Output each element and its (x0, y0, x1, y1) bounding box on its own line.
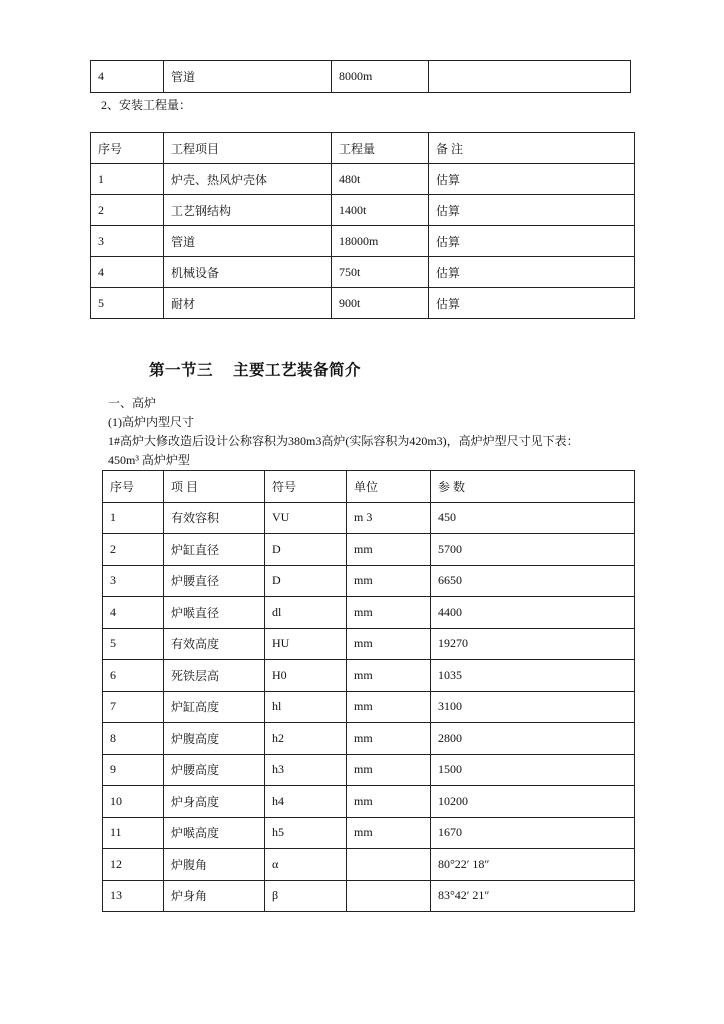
table-cell: mm (347, 817, 431, 849)
furnace-table (102, 470, 635, 912)
table-cell (429, 61, 631, 93)
table-cell: 估算 (429, 288, 635, 319)
table-cell: 7 (103, 691, 164, 723)
table-cell: 3100 (431, 691, 635, 723)
table-cell: 机械设备 (164, 257, 332, 288)
table-cell: α (265, 849, 347, 881)
table-cell: 12 (103, 849, 164, 881)
table-caption: 450m³ 高炉炉型 (108, 453, 190, 467)
install-table (90, 132, 635, 319)
table-row (103, 723, 635, 755)
table-cell: 炉身角 (164, 880, 265, 912)
table-cell: h3 (265, 754, 347, 786)
table-cell: 2800 (431, 723, 635, 755)
table-cell: 6 (103, 660, 164, 692)
header-cell: 序号 (103, 471, 164, 503)
table-cell: 11 (103, 817, 164, 849)
table-cell: h2 (265, 723, 347, 755)
table-row (103, 754, 635, 786)
table-cell: 10 (103, 786, 164, 818)
section-number: 第一节三 (149, 361, 214, 379)
table-cell: mm (347, 597, 431, 629)
table-cell: 炉缸直径 (164, 534, 265, 566)
table-row (103, 502, 635, 534)
table-cell: mm (347, 786, 431, 818)
table-cell: 750t (332, 257, 429, 288)
table-cell: hl (265, 691, 347, 723)
table-row (103, 817, 635, 849)
header-cell: 工程量 (332, 133, 429, 164)
header-cell: 单位 (347, 471, 431, 503)
table-cell: 18000m (332, 226, 429, 257)
table-cell: β (265, 880, 347, 912)
table-cell: 管道 (164, 61, 332, 93)
text-line: 一、高炉 (108, 396, 157, 410)
top-table (90, 60, 631, 93)
table-row (91, 195, 635, 226)
header-cell: 符号 (265, 471, 347, 503)
table-cell: 炉缸高度 (164, 691, 265, 723)
table-cell: 80°22′ 18″ (431, 849, 635, 881)
table-cell: 估算 (429, 164, 635, 195)
table-cell: 4 (103, 597, 164, 629)
table-cell: mm (347, 660, 431, 692)
table-cell: VU (265, 502, 347, 534)
table-header-row (103, 471, 635, 503)
table-cell: mm (347, 723, 431, 755)
table-row (103, 849, 635, 881)
table-cell: mm (347, 565, 431, 597)
table-cell: 炉腰高度 (164, 754, 265, 786)
table-row (91, 226, 635, 257)
table-cell: 8 (103, 723, 164, 755)
table-cell: mm (347, 754, 431, 786)
table-row (91, 164, 635, 195)
table-cell: 工艺钢结构 (164, 195, 332, 226)
table-cell (347, 880, 431, 912)
table-row (91, 288, 635, 319)
table-cell: h5 (265, 817, 347, 849)
table-cell: 炉身高度 (164, 786, 265, 818)
table-cell: H0 (265, 660, 347, 692)
table-cell: 死铁层高 (164, 660, 265, 692)
table-cell: HU (265, 628, 347, 660)
text-line: (1)高炉内型尺寸 (108, 415, 194, 429)
table-cell: 炉喉高度 (164, 817, 265, 849)
table-cell: 4 (91, 61, 164, 93)
table-row (103, 628, 635, 660)
table-cell: 估算 (429, 226, 635, 257)
table-cell: mm (347, 628, 431, 660)
table-row (103, 565, 635, 597)
table-cell: 有效高度 (164, 628, 265, 660)
text-line: 1#高炉大修改造后设计公称容积为380m3高炉(实际容积为420m3)，高炉炉型尺寸见下表： (108, 434, 579, 448)
table-cell: 有效容积 (164, 502, 265, 534)
table-cell: 管道 (164, 226, 332, 257)
table-cell: 1 (91, 164, 164, 195)
table-row (103, 534, 635, 566)
table-cell: 3 (103, 565, 164, 597)
table-cell: 1400t (332, 195, 429, 226)
table-row (103, 786, 635, 818)
table-cell: 2 (103, 534, 164, 566)
table-cell: 6650 (431, 565, 635, 597)
table-cell: 4 (91, 257, 164, 288)
table-cell: mm (347, 691, 431, 723)
table-row (91, 257, 635, 288)
table-cell: 1500 (431, 754, 635, 786)
table-cell: 2 (91, 195, 164, 226)
header-cell: 参 数 (431, 471, 635, 503)
table-row (91, 61, 631, 93)
header-cell: 序号 (91, 133, 164, 164)
table-cell: h4 (265, 786, 347, 818)
table-cell: 13 (103, 880, 164, 912)
table-cell: 480t (332, 164, 429, 195)
table-cell: 炉腹高度 (164, 723, 265, 755)
table-row (103, 660, 635, 692)
header-cell: 备 注 (429, 133, 635, 164)
table-cell: 4400 (431, 597, 635, 629)
table-cell: 5 (91, 288, 164, 319)
table-row (103, 597, 635, 629)
table-row (103, 691, 635, 723)
install-label: 2、安装工程量： (101, 98, 192, 112)
table-cell: 1 (103, 502, 164, 534)
table-cell: D (265, 565, 347, 597)
table-cell: m 3 (347, 502, 431, 534)
table-header-row (91, 133, 635, 164)
table-cell: 8000m (332, 61, 429, 93)
table-cell: 耐材 (164, 288, 332, 319)
table-cell: 83°42′ 21″ (431, 880, 635, 912)
table-cell: D (265, 534, 347, 566)
table-cell: 1035 (431, 660, 635, 692)
table-cell: 5700 (431, 534, 635, 566)
table-cell: 19270 (431, 628, 635, 660)
table-row (103, 880, 635, 912)
section-title: 主要工艺装备简介 (233, 361, 362, 379)
table-cell: 450 (431, 502, 635, 534)
table-cell: 炉喉直径 (164, 597, 265, 629)
table-cell: dl (265, 597, 347, 629)
section-heading (149, 358, 381, 380)
table-cell: 估算 (429, 195, 635, 226)
table-cell: 900t (332, 288, 429, 319)
table-cell: 10200 (431, 786, 635, 818)
table-cell: mm (347, 534, 431, 566)
table-cell: 炉壳、热风炉壳体 (164, 164, 332, 195)
header-cell: 工程项目 (164, 133, 332, 164)
table-cell: 1670 (431, 817, 635, 849)
table-cell: 炉腹角 (164, 849, 265, 881)
table-cell: 3 (91, 226, 164, 257)
header-cell: 项 目 (164, 471, 265, 503)
table-cell: 5 (103, 628, 164, 660)
table-cell: 炉腰直径 (164, 565, 265, 597)
table-cell: 9 (103, 754, 164, 786)
table-cell: 估算 (429, 257, 635, 288)
table-cell (347, 849, 431, 881)
